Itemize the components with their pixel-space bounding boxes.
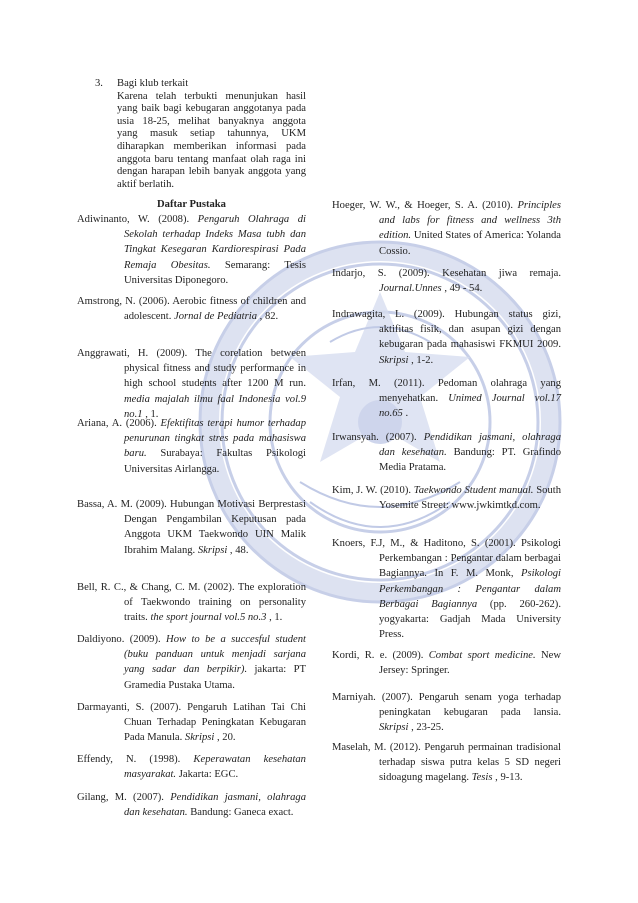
item-body: Karena telah terbukti menunjukan hasil yang baik bagi kebugaran anggotanya pada usia 18-25, melihat banyaknya anggota yang masuk setiap tahunnya, UKM diharapkan memberikan informasi pada anggota baru tentang manfaat olah raga ini dengan harapan lebih banyak anggota yang aktif berlatih. — [117, 90, 306, 190]
item-number: 3. — [95, 78, 103, 89]
reference-entry: Maselah, M. (2012). Pengaruh permainan tradisional terhadap siswa putra kelas 5 SD negeri sidoagung magelang. Tesis , 9-13. — [332, 742, 561, 784]
reference-entry: Irwansyah. (2007). Pendidikan jasmani, olahraga dan kesehatan. Bandung: PT. Grafindo Media Pratama. — [332, 432, 561, 474]
reference-entry: Indrawagita, L. (2009). Hubungan status gizi, aktifitas fisik, dan asupan gizi dengan kebugaran pada mahasiswi FKMUI 2009. Skripsi , 1-2. — [332, 309, 561, 366]
reference-entry: Knoers, F.J, M., & Haditono, S. (2001). Psikologi Perkembangan : Pengantar dalam berbagai Bagiannya. In F. M. Monk, Psikologi Perkembangan : Pengantar dalam Berbagai Bagiannya (pp. 260-262). yogyakarta: Gadjah Mada University Press. — [332, 538, 561, 641]
reference-entry: Kordi, R. e. (2009). Combat sport medicine. New Jersey: Springer. — [332, 650, 561, 677]
item-label: Bagi klub terkait — [117, 78, 189, 89]
reference-entry: Effendy, N. (1998). Keperawatan kesehatan masyarakat. Jakarta: EGC. — [77, 754, 306, 781]
reference-entry: Ariana, A. (2006). Efektifitas terapi humor terhadap penurunan tingkat stres pada mahasiswa baru. Surabaya: Fakultas Psikologi Universitas Airlangga. — [77, 418, 306, 475]
reference-entry: Gilang, M. (2007). Pendidikan jasmani, olahraga dan kesehatan. Bandung: Ganeca exact. — [77, 792, 306, 819]
reference-entry: Kim, J. W. (2010). Taekwondo Student manual. South Yosemite Street: www.jwkimtkd.com. — [332, 485, 561, 512]
reference-entry: Indarjo, S. (2009). Kesehatan jiwa remaja. Journal.Unnes , 49 - 54. — [332, 268, 561, 295]
reference-entry: Daldiyono. (2009). How to be a succesful student (buku panduan untuk menjadi sarjana yang sadar dan berpikir). jakarta: PT Gramedia Pustaka Utama. — [77, 634, 306, 691]
reference-entry: Hoeger, W. W., & Hoeger, S. A. (2010). Principles and labs for fitness and wellness 3th edition. United States of America: Yolanda Cossio. — [332, 200, 561, 257]
reference-entry: Irfan, M. (2011). Pedoman olahraga yang menyehatkan. Unimed Journal vol.17 no.65 . — [332, 378, 561, 420]
reference-entry: Anggrawati, H. (2009). The corelation between physical fitness and study performance in high school students after 1200 M run. media majalah ilmu faal Indonesia vol.9 no.1 , 1. — [77, 348, 306, 420]
reference-entry: Amstrong, N. (2006). Aerobic fitness of children and adolescent. Jornal de Pediatria , 82. — [77, 296, 306, 323]
reference-entry: Darmayanti, S. (2007). Pengaruh Latihan Tai Chi Chuan Terhadap Peningkatan Kebugaran Pada Manula. Skripsi , 20. — [77, 702, 306, 744]
references-heading: Daftar Pustaka — [157, 199, 226, 210]
reference-entry: Bell, R. C., & Chang, C. M. (2002). The exploration of Taekwondo training on personality traits. the sport journal vol.5 no.3 , 1. — [77, 582, 306, 624]
reference-entry: Adiwinanto, W. (2008). Pengaruh Olahraga di Sekolah terhadap Indeks Masa tubh dan Tingkat Kesegaran Kardiorespirasi Pada Remaja Obesitas. Semarang: Tesis Universitas Diponegoro. — [77, 214, 306, 286]
reference-entry: Bassa, A. M. (2009). Hubungan Motivasi Berprestasi Dengan Pengambilan Keputusan pada Anggota UKM Taekwondo UIN Malik Ibrahim Malang. Skripsi , 48. — [77, 499, 306, 556]
reference-entry: Marniyah. (2007). Pengaruh senam yoga terhadap peningkatan kebugaran pada lansia. Skripsi , 23-25. — [332, 692, 561, 734]
